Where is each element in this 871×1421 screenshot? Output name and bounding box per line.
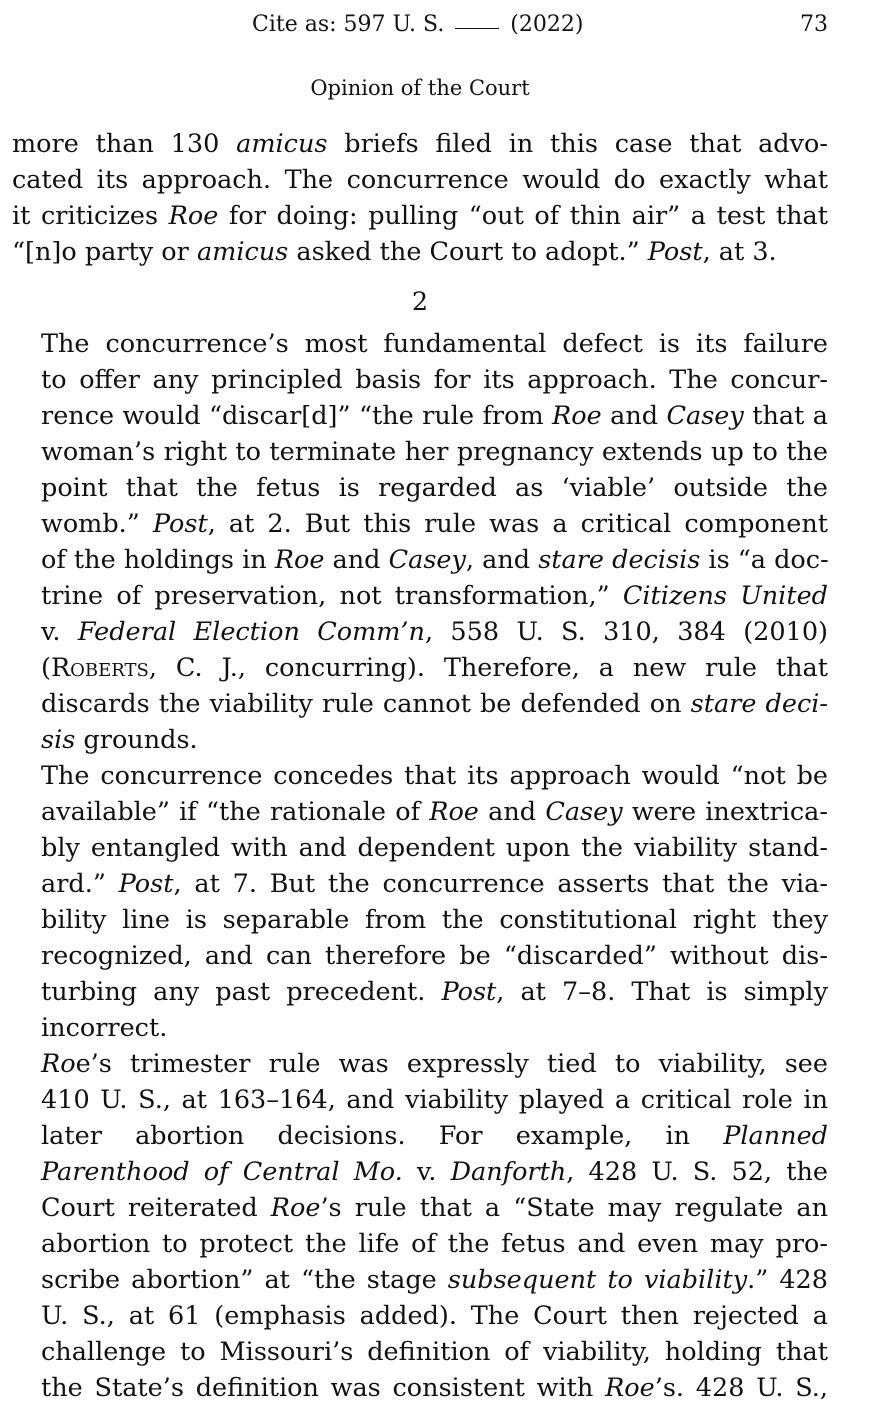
citation-header — [252, 12, 583, 37]
text-line: abortion to protect the life of the fetus and even may pro- — [41, 1229, 828, 1259]
text-line: more than 130 amicus briefs filed in this case that advo- — [12, 129, 828, 159]
text-line: womb.” Post, at 2. But this rule was a critical component — [41, 509, 828, 539]
cite-year: (2022) — [503, 12, 584, 37]
page-number: 73 — [800, 12, 828, 37]
text-line: recognized, and can therefore be “discarded” without dis- — [41, 941, 828, 971]
text-line: 410 U. S., at 163–164, and viability played a critical role in — [41, 1085, 828, 1115]
text-line: rence would “discar[d]” “the rule from Roe and Casey that a — [41, 401, 828, 431]
paragraph-2 — [12, 326, 828, 758]
text-line: bility line is separable from the constitutional right they — [41, 905, 828, 935]
text-line: U. S., at 61 (emphasis added). The Court then rejected a — [41, 1301, 828, 1331]
text-line: Parenthood of Central Mo. v. Danforth, 428 U. S. 52, the — [41, 1157, 829, 1187]
text-line: The concurrence’s most fundamental defect is its failure — [41, 329, 828, 359]
text-line: later abortion decisions. For example, in Planned — [41, 1121, 828, 1151]
text-line: The concurrence concedes that its approach would “not be — [41, 761, 828, 791]
text-line: to offer any principled basis for its approach. The concur- — [41, 365, 828, 395]
text-line: Roe’s trimester rule was expressly tied to viability, see — [41, 1049, 828, 1079]
text-line: incorrect. — [41, 1013, 168, 1043]
paragraph-1 — [12, 126, 828, 270]
text-line: cated its approach. The concurrence would do exactly what — [12, 165, 828, 195]
text-line: ard.” Post, at 7. But the concurrence asserts that the via- — [41, 869, 828, 899]
text-line: of the holdings in Roe and Casey, and stare decisis is “a doc- — [41, 545, 829, 575]
text-line: sis grounds. — [41, 725, 198, 755]
text-line: woman’s right to terminate her pregnancy extends up to the — [41, 437, 828, 467]
text-line: Court reiterated Roe’s rule that a “State may regulate an — [41, 1193, 829, 1223]
text-line: turbing any past precedent. Post, at 7–8. That is simply — [41, 977, 828, 1007]
text-line: point that the fetus is regarded as ‘viable’ outside the — [41, 473, 828, 503]
cite-prefix: Cite as: 597 U. S. — [252, 12, 452, 37]
text-line: challenge to Missouri’s definition of viability, holding that — [41, 1337, 828, 1367]
paragraph-3 — [12, 758, 828, 1046]
text-line: the State’s definition was consistent with Roe’s. 428 U. S., — [41, 1373, 828, 1403]
text-line: “[n]o party or amicus asked the Court to adopt.” Post, at 3. — [12, 237, 777, 267]
text-line: it criticizes Roe for doing: pulling “out of thin air” a test that — [12, 201, 828, 231]
cite-blank — [455, 28, 499, 29]
paragraph-4 — [12, 1046, 828, 1406]
opinion-label: Opinion of the Court — [310, 76, 530, 100]
text-line: trine of preservation, not transformation,” Citizens United — [41, 581, 828, 611]
text-line: scribe abortion” at “the stage subsequent to viability.” 428 — [41, 1265, 828, 1295]
text-line: available” if “the rationale of Roe and Casey were inextrica- — [41, 797, 828, 827]
text-line: (Roberts, C. J., concurring). Therefore, a new rule that — [41, 653, 828, 683]
text-line: bly entangled with and dependent upon the viability stand- — [41, 833, 828, 863]
opinion-body — [12, 126, 828, 1406]
text-line: discards the viability rule cannot be defended on stare deci- — [41, 689, 829, 719]
section-number: 2 — [411, 287, 429, 317]
text-line: v. Federal Election Comm’n, 558 U. S. 310, 384 (2010) — [41, 617, 829, 647]
